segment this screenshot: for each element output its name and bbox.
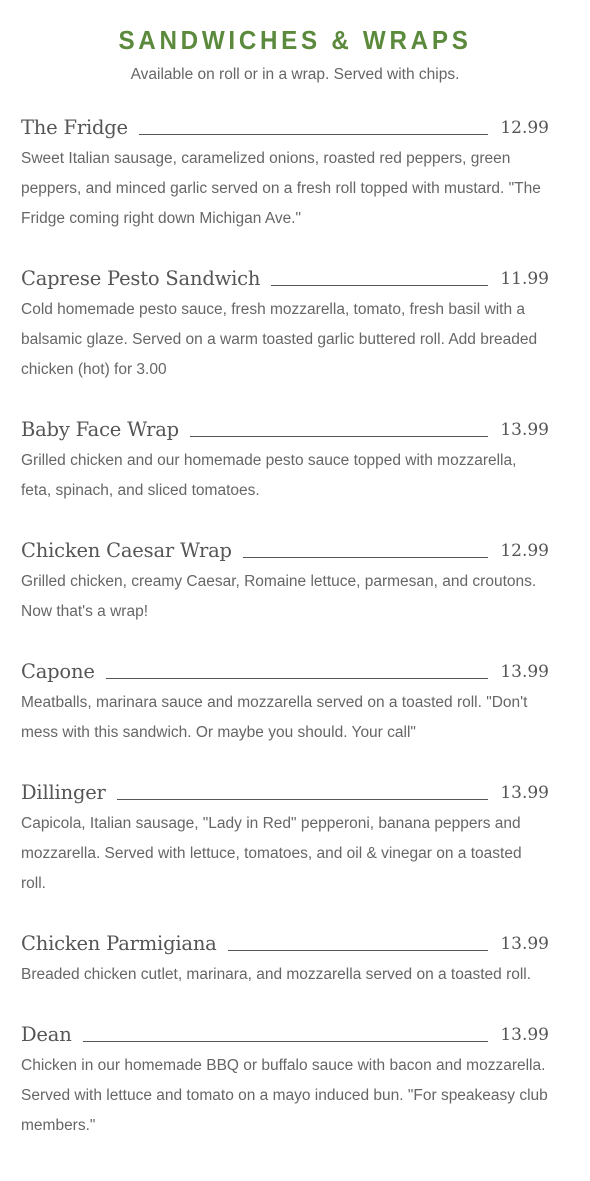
- menu-item-heading: [21, 1018, 549, 1048]
- section-subtitle: Available on roll or in a wrap. Served with chips.: [130, 66, 460, 83]
- menu-item-caprese-pesto-sandwich: [21, 262, 549, 385]
- leader-line: [190, 436, 488, 437]
- menu-item-description: Chicken in our homemade BBQ or buffalo sauce with bacon and mozzarella. Served with lettuce and tomato on a mayo induced bun. "For speakeasy club members.": [21, 1057, 548, 1134]
- menu-item-price: 13.99: [500, 934, 549, 954]
- leader-line: [83, 1041, 489, 1042]
- menu-item-heading: [21, 262, 549, 292]
- menu-item-name: The Fridge: [21, 116, 128, 139]
- menu-item-name: Chicken Caesar Wrap: [21, 539, 232, 562]
- menu-item-description: Grilled chicken and our homemade pesto sauce topped with mozzarella, feta, spinach, and sliced tomatoes.: [21, 452, 517, 499]
- leader-line: [243, 557, 489, 558]
- menu-item-price: 13.99: [500, 1025, 549, 1045]
- menu-item-name: Chicken Parmigiana: [21, 932, 217, 955]
- menu-item-chicken-caesar-wrap: [21, 534, 549, 627]
- menu-item-price: 13.99: [500, 783, 549, 803]
- menu-item-price: 11.99: [500, 269, 549, 289]
- menu-item-heading: [21, 534, 549, 564]
- leader-line: [106, 678, 489, 679]
- menu-item-price: 12.99: [500, 541, 549, 561]
- menu-item-heading: [21, 413, 549, 443]
- menu-item-description: Capicola, Italian sausage, "Lady in Red" pepperoni, banana peppers and mozzarella. Served with lettuce, tomatoes, and oil & vinegar on a toasted roll.: [21, 815, 522, 892]
- menu-item-description: Cold homemade pesto sauce, fresh mozzarella, tomato, fresh basil with a balsamic glaze. Served on a warm toasted garlic buttered roll. Add breaded chicken (hot) for 3.00: [21, 301, 538, 378]
- menu-item-the-fridge: [21, 111, 549, 234]
- menu-header: [0, 0, 590, 86]
- menu-item-price: 13.99: [500, 420, 549, 440]
- menu-item-description: Meatballs, marinara sauce and mozzarella served on a toasted roll. "Don't mess with this sandwich. Or maybe you should. Your call": [21, 694, 528, 741]
- menu-item-name: Capone: [21, 660, 95, 683]
- menu-item-baby-face-wrap: [21, 413, 549, 506]
- menu-item-name: Baby Face Wrap: [21, 418, 179, 441]
- menu-item-dean: [21, 1018, 549, 1141]
- leader-line: [228, 950, 489, 951]
- section-title: SANDWICHES & WRAPS: [118, 25, 472, 55]
- menu-item-description: Grilled chicken, creamy Caesar, Romaine lettuce, parmesan, and croutons. Now that's a wrap!: [21, 573, 537, 620]
- menu-item-heading: [21, 655, 549, 685]
- menu-item-dillinger: [21, 776, 549, 899]
- menu-item-capone: [21, 655, 549, 748]
- menu-item-heading: [21, 927, 549, 957]
- leader-line: [271, 285, 488, 286]
- menu-item-name: Dean: [21, 1023, 72, 1046]
- menu-item-description: Sweet Italian sausage, caramelized onions, roasted red peppers, green peppers, and minced garlic served on a fresh roll topped with mustard. "The Fridge coming right down Michigan Ave.": [21, 150, 541, 227]
- menu-item-chicken-parmigiana: [21, 927, 549, 990]
- leader-line: [117, 799, 489, 800]
- leader-line: [139, 134, 488, 135]
- menu-item-heading: [21, 776, 549, 806]
- menu-item-heading: [21, 111, 549, 141]
- menu-item-name: Caprese Pesto Sandwich: [21, 267, 261, 290]
- menu-item-price: 13.99: [500, 662, 549, 682]
- menu-item-price: 12.99: [500, 118, 549, 138]
- menu-item-name: Dillinger: [21, 781, 106, 804]
- menu-item-description: Breaded chicken cutlet, marinara, and mozzarella served on a toasted roll.: [21, 966, 532, 983]
